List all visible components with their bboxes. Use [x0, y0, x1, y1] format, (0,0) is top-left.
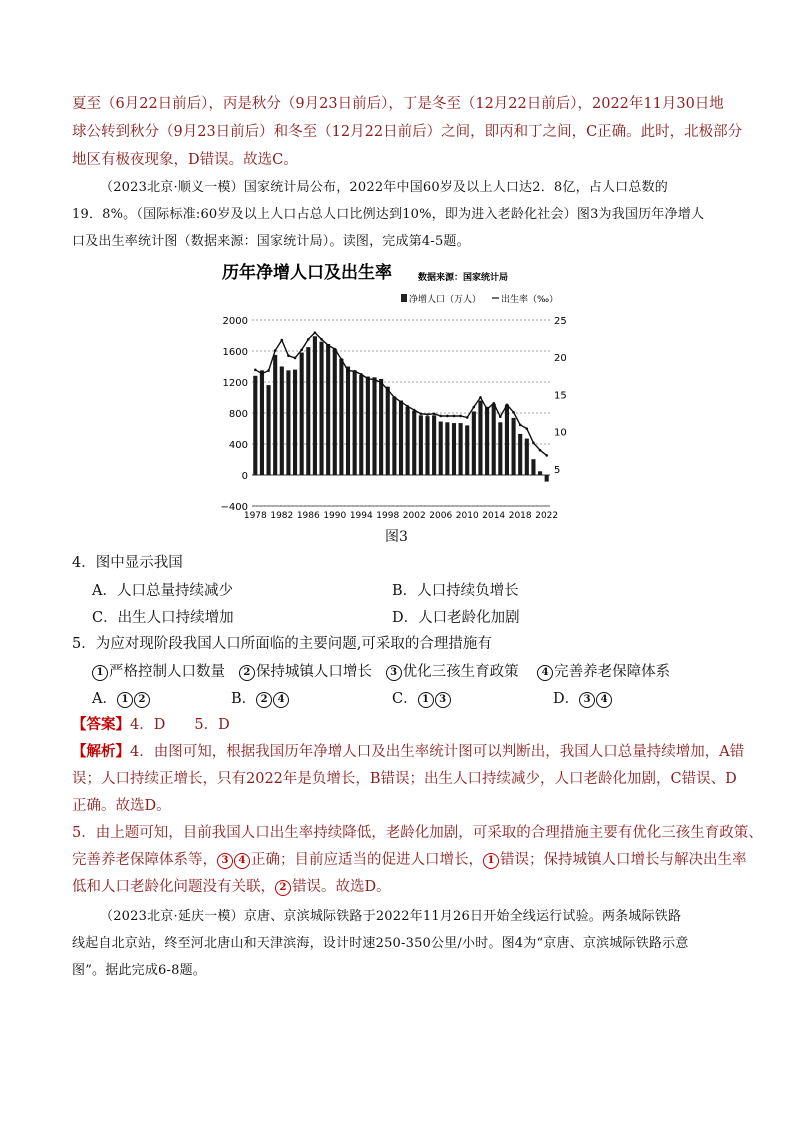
- bar-2007: [445, 422, 449, 475]
- bar-1981: [273, 355, 277, 475]
- birth-rate-point-1982: [281, 339, 284, 342]
- birth-rate-point-1983: [287, 354, 290, 357]
- q5-option-c: C． 1 3: [392, 687, 452, 708]
- birth-rate-point-2004: [426, 413, 429, 416]
- bar-1978: [253, 376, 257, 475]
- y-left-tick-label: 800: [228, 409, 248, 420]
- bar-2016: [505, 405, 509, 475]
- birth-rate-point-1995: [367, 377, 370, 380]
- birth-rate-point-1979: [261, 372, 264, 375]
- answer-line: [72, 714, 230, 736]
- circled-3-icon: 3: [386, 665, 402, 681]
- answer-label: 【答案】: [72, 716, 130, 733]
- birth-rate-point-2008: [453, 415, 456, 418]
- birth-rate-point-1994: [360, 373, 363, 376]
- bar-2000: [399, 401, 403, 475]
- x-tick-label-2010: 2010: [455, 511, 479, 520]
- y-right-tick-label: 25: [554, 316, 567, 327]
- x-tick-label-2018: 2018: [508, 511, 532, 520]
- q5-option-b: B． 2 4: [231, 687, 290, 708]
- birth-rate-point-1984: [294, 357, 297, 360]
- birth-rate-point-2000: [400, 401, 403, 404]
- birth-rate-point-1986: [307, 338, 310, 341]
- y-right-tick-label: 15: [554, 390, 567, 402]
- bar-2014: [492, 404, 496, 475]
- bar-2009: [459, 423, 463, 475]
- legend-bar-swatch: [401, 294, 407, 302]
- birth-rate-point-1993: [353, 370, 356, 373]
- intro-line-1: 夏至（6月22日前后），丙是秋分（9月23日前后），丁是冬至（12月22日前后），2022年11月30日地: [72, 96, 724, 112]
- birth-rate-point-1996: [373, 378, 376, 381]
- birth-rate-point-2009: [459, 415, 462, 418]
- bar-2003: [419, 415, 423, 475]
- circled-4-icon: 4: [537, 665, 553, 681]
- birth-rate-point-1991: [340, 358, 343, 361]
- q4-option-c: C．出生人口持续增加: [92, 610, 234, 626]
- bar-2015: [498, 422, 502, 475]
- y-right-tick-label: 5: [554, 464, 561, 476]
- bar-1987: [313, 336, 317, 475]
- bar-2011: [472, 411, 476, 475]
- q5-measure-4: 完善养老保障体系: [554, 664, 671, 680]
- q5-option-d: D． 3 4: [553, 687, 613, 708]
- bar-2005: [432, 415, 436, 475]
- bar-1983: [286, 370, 290, 475]
- birth-rate-point-2005: [433, 412, 436, 415]
- q4-option-d: D．人口老龄化加剧: [392, 610, 520, 626]
- q5-measures: [92, 660, 670, 681]
- x-tick-label-1990: 1990: [323, 511, 347, 520]
- bar-2021: [538, 471, 542, 475]
- q5-measure-2: 保持城镇人口增长: [255, 664, 372, 680]
- birth-rate-point-1997: [380, 381, 383, 384]
- bar-2008: [452, 423, 456, 475]
- birth-rate-point-2001: [406, 405, 409, 408]
- x-tick-label-1998: 1998: [376, 511, 400, 520]
- bar-1999: [392, 397, 396, 475]
- q5-measure-3: 优化三孩生育政策: [402, 664, 519, 680]
- figure-caption: 图3: [385, 529, 408, 545]
- bar-1986: [306, 347, 310, 475]
- birth-rate-point-1992: [347, 369, 350, 372]
- legend-birth-rate: 出生率（‰）: [501, 295, 559, 305]
- birth-rate-point-1981: [274, 349, 277, 352]
- y-left-tick-label: 1200: [222, 378, 248, 389]
- answer-text: 4．D 5．D: [130, 717, 230, 733]
- bar-1991: [339, 359, 343, 475]
- analysis-line-6: 低和人口老龄化问题没有关联， 2 错误。故选D。: [72, 879, 391, 895]
- birth-rate-point-2003: [420, 412, 423, 415]
- x-tick-label-2006: 2006: [429, 511, 453, 520]
- birth-rate-point-2017: [512, 411, 515, 414]
- x-tick-label-1978: 1978: [243, 511, 267, 520]
- bar-2010: [465, 425, 469, 475]
- bar-2019: [525, 439, 529, 475]
- material2-line-3: 图”。据此完成6-8题。: [72, 963, 206, 978]
- birth-rate-point-1980: [267, 369, 270, 372]
- bar-1979: [260, 370, 264, 475]
- birth-rate-point-1998: [386, 389, 389, 392]
- x-tick-label-1986: 1986: [296, 511, 320, 520]
- bar-2013: [485, 407, 489, 475]
- birth-rate-point-2021: [539, 449, 542, 452]
- material1-line-1: （2023北京·顺义一模）国家统计局公布，2022年中国60岁及以上人口达2．8亿，占人口总数的: [100, 180, 668, 195]
- bar-1995: [366, 377, 370, 475]
- bar-2022: [545, 475, 549, 482]
- y-left-tick-label: 400: [228, 440, 248, 451]
- bar-1988: [319, 342, 323, 475]
- chart-source: 数据来源：国家统计局: [418, 273, 509, 283]
- y-right-tick-label: 10: [554, 427, 567, 439]
- birth-rate-point-2002: [413, 409, 416, 412]
- bar-1982: [280, 367, 284, 476]
- bar-1980: [267, 385, 271, 475]
- q5-measure-1: 严格控制人口数量: [109, 664, 225, 680]
- bar-1992: [346, 367, 350, 476]
- intro-line-2: 球公转到秋分（9月23日前后）和冬至（12月22日前后）之间，即丙和丁之间，C正确。此时，北极部分: [72, 124, 743, 140]
- q4-option-a: A．人口总量持续减少: [92, 583, 233, 599]
- bar-2001: [406, 407, 410, 475]
- analysis-label: 【解析】: [72, 743, 130, 760]
- q5-option-a: A． 1 2: [92, 687, 151, 708]
- birth-rate-point-2016: [506, 404, 509, 407]
- material1-line-2: 19．8%。（国际标准:60岁及以上人口占总人口比例达到10%，即为进入老龄化社会）图3为我国历年净增人: [72, 207, 705, 222]
- x-tick-label-1994: 1994: [349, 511, 373, 520]
- bar-2020: [531, 459, 535, 475]
- intro-line-3: 地区有极夜现象，D错误。故选C。: [72, 152, 298, 168]
- birth-rate-point-1990: [333, 348, 336, 351]
- bar-2004: [425, 416, 429, 475]
- analysis-line-4: 5．由上题可知，目前我国人口出生率持续降低，老龄化加剧，可采取的合理措施主要有优化三孩生育政策、: [72, 825, 763, 841]
- population-chart: [218, 258, 572, 520]
- chart-title: 历年净增人口及出生率: [222, 263, 392, 283]
- birth-rate-point-2014: [492, 402, 495, 405]
- x-tick-label-2002: 2002: [402, 511, 426, 520]
- y-right-tick-label: 20: [554, 353, 567, 365]
- circled-2-icon: 2: [239, 665, 255, 681]
- birth-rate-point-1987: [314, 331, 317, 334]
- bar-2006: [439, 422, 443, 475]
- material2-line-1: （2023北京·延庆一模）京唐、京滨城际铁路于2022年11月26日开始全线运行试验。两条城际铁路: [100, 909, 682, 924]
- q4-option-b: B．人口持续负增长: [392, 583, 519, 599]
- bar-2017: [512, 418, 516, 475]
- birth-rate-point-2010: [466, 416, 469, 419]
- birth-rate-point-1999: [393, 396, 396, 399]
- bar-1998: [386, 387, 390, 475]
- birth-rate-point-1988: [320, 338, 323, 341]
- material1-line-3: 口及出生率统计图（数据来源：国家统计局）。读图，完成第4-5题。: [72, 234, 470, 249]
- birth-rate-point-2018: [519, 424, 522, 427]
- q4-stem: 4．图中显示我国: [72, 555, 183, 571]
- bar-2018: [518, 434, 522, 475]
- bar-1985: [300, 353, 304, 475]
- x-tick-label-2022: 2022: [535, 511, 559, 520]
- birth-rate-point-2015: [499, 415, 502, 418]
- q5-stem: 5．为应对现阶段我国人口所面临的主要问题,可采取的合理措施有: [72, 636, 492, 652]
- circled-1-icon: 1: [92, 665, 108, 681]
- birth-rate-point-2011: [473, 406, 476, 409]
- analysis-line-1: 【解析】4．由图可知，根据我国历年净增人口及出生率统计图可以判断出，我国人口总量持续增加，A错: [72, 743, 745, 760]
- x-tick-label-1982: 1982: [270, 511, 294, 520]
- bar-1997: [379, 379, 383, 475]
- birth-rate-point-2020: [532, 441, 535, 444]
- birth-rate-point-2022: [545, 454, 548, 457]
- analysis-line-3: 正确。故选D。: [72, 798, 171, 814]
- analysis-line-2: 误；人口持续正增长，只有2022年是负增长，B错误；出生人口持续减少，人口老龄化加剧，C错误、D: [72, 771, 737, 787]
- y-left-tick-label: 2000: [222, 316, 248, 327]
- birth-rate-point-2012: [479, 396, 482, 399]
- bar-2012: [478, 401, 482, 475]
- y-left-tick-label: −400: [220, 502, 248, 513]
- legend-net-increase: 净增人口（万人）: [409, 295, 482, 305]
- birth-rate-point-1985: [300, 348, 303, 351]
- birth-rate-point-2007: [446, 415, 449, 418]
- birth-rate-point-1978: [254, 369, 257, 372]
- bar-2002: [412, 411, 416, 475]
- birth-rate-point-2019: [526, 427, 529, 430]
- y-left-tick-label: 0: [241, 471, 248, 482]
- analysis-line-5: 完善养老保障体系等， 3 4 正确；目前应适当的促进人口增长， 1 错误；保持城镇人口增长与解决出生率: [72, 852, 747, 868]
- birth-rate-point-2013: [486, 408, 489, 411]
- material2-line-2: 线起自北京站，终至河北唐山和天津滨海，设计时速250-350公里/小时。图4为“京唐、京滨城际铁路示意: [72, 936, 689, 951]
- bar-1990: [333, 349, 337, 475]
- birth-rate-point-2006: [439, 415, 442, 418]
- bar-1984: [293, 370, 297, 475]
- x-tick-label-2014: 2014: [482, 511, 506, 520]
- y-left-tick-label: 1600: [222, 347, 248, 358]
- birth-rate-point-1989: [327, 344, 330, 347]
- bar-1989: [326, 344, 330, 475]
- bar-1996: [372, 377, 376, 475]
- bar-1993: [353, 370, 357, 475]
- bar-1994: [359, 375, 363, 475]
